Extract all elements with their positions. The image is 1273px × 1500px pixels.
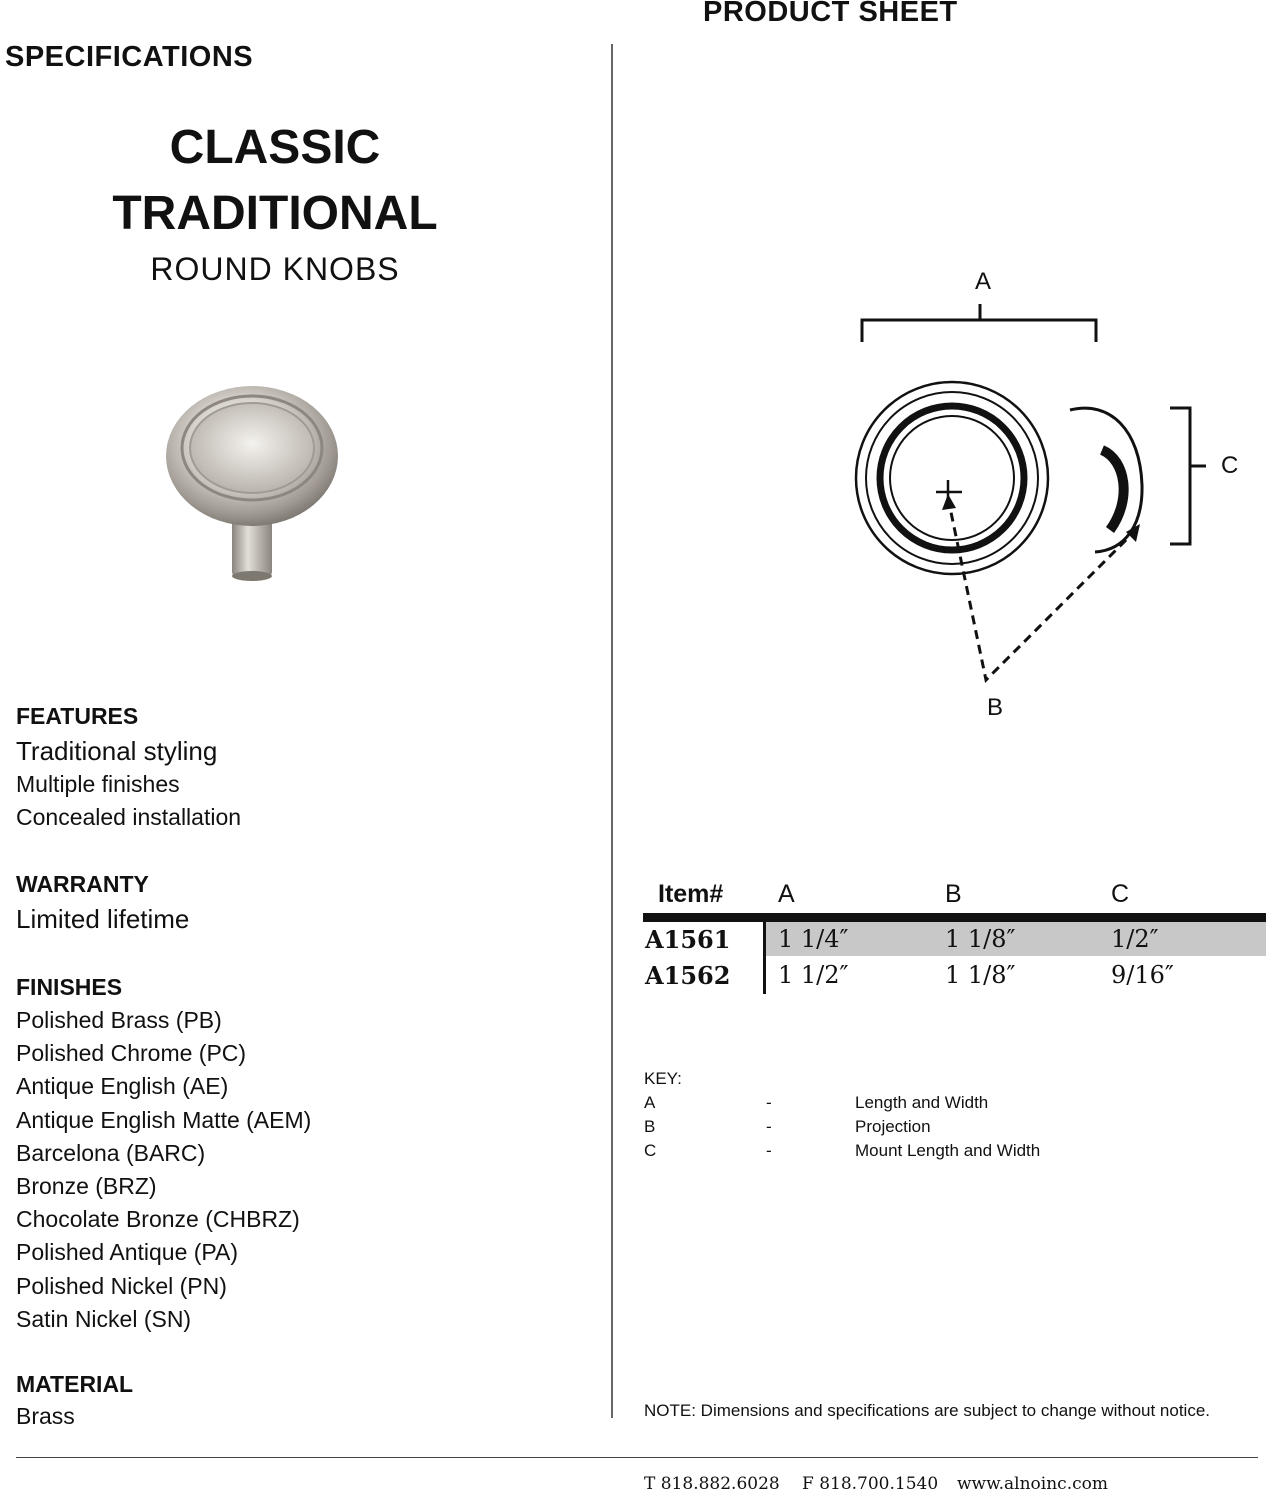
key-desc-a: Length and Width [855,1093,989,1112]
table-header-rule [643,913,1266,922]
dimension-label-b: B [987,694,1004,721]
table-cell-a: 1 1/4″ [778,925,849,953]
table-cell-c: 1/2″ [1111,925,1159,953]
table-cell-a: 1 1/2″ [778,961,849,989]
table-header-c: C [1111,880,1130,908]
finish-item: Polished Chrome (PC) [16,1040,247,1067]
features-list [16,735,241,835]
finish-item: Polished Brass (PB) [16,1007,222,1033]
product-title [60,115,490,288]
key-letter-c: C [644,1141,657,1160]
feature-item: Multiple finishes [16,771,180,798]
warranty-heading: WARRANTY [16,871,149,897]
finish-item: Barcelona (BARC) [16,1139,206,1166]
key-dash: - [766,1141,772,1160]
table-cell-item: A1561 [645,925,731,954]
dimension-table [643,880,1266,996]
dimension-label-c: C [1221,452,1239,479]
title-line-1: CLASSIC [169,121,381,174]
warranty-value: Limited lifetime [16,904,190,934]
title-line-2: TRADITIONAL [112,187,438,240]
finishes-heading: FINISHES [16,974,123,1000]
contact-phone: T 818.882.6028 [644,1474,780,1494]
key-heading: KEY: [644,1069,682,1088]
contact-fax: F 818.700.1540 [802,1474,939,1494]
contact-website[interactable]: www.alnoinc.com [957,1474,1108,1494]
key-desc-b: Projection [855,1117,931,1136]
title-line-3: ROUND KNOBS [150,251,400,287]
finishes-list [16,1004,311,1336]
finish-item: Chocolate Bronze (CHBRZ) [16,1206,300,1233]
finish-item: Satin Nickel (SN) [16,1305,192,1332]
finish-item: Polished Antique (PA) [16,1239,239,1266]
feature-item: Traditional styling [16,736,218,766]
table-header-b: B [945,880,962,908]
key-letter-a: A [644,1093,656,1112]
dimension-diagram [840,260,1260,730]
key-letter-b: B [644,1117,656,1136]
table-cell-item: A1562 [645,961,731,990]
product-sheet-heading: PRODUCT SHEET [703,0,958,28]
footer-rule [16,1457,1258,1458]
finish-item: Polished Nickel (PN) [16,1272,227,1299]
finish-item: Antique English (AE) [16,1073,229,1100]
features-heading: FEATURES [16,703,139,729]
dimension-label-a: A [975,268,992,295]
table-header-item: Item# [658,880,724,908]
material-value: Brass [16,1403,75,1429]
table-column-rule [763,922,766,994]
key-desc-c: Mount Length and Width [855,1141,1041,1160]
table-cell-b: 1 1/8″ [945,961,1016,989]
table-header-a: A [778,880,795,908]
table-cell-c: 9/16″ [1111,961,1174,989]
material-heading: MATERIAL [16,1371,134,1397]
specifications-heading: SPECIFICATIONS [5,41,254,73]
product-photo [150,370,350,590]
column-divider [611,44,613,1418]
key-dash: - [766,1117,772,1136]
feature-item: Concealed installation [16,804,242,831]
finish-item: Bronze (BRZ) [16,1173,157,1200]
table-cell-b: 1 1/8″ [945,925,1016,953]
key-dash: - [766,1093,772,1112]
finish-item: Antique English Matte (AEM) [16,1106,312,1133]
disclaimer-note: NOTE: Dimensions and specifications are subject to change without notice. [644,1401,1211,1420]
